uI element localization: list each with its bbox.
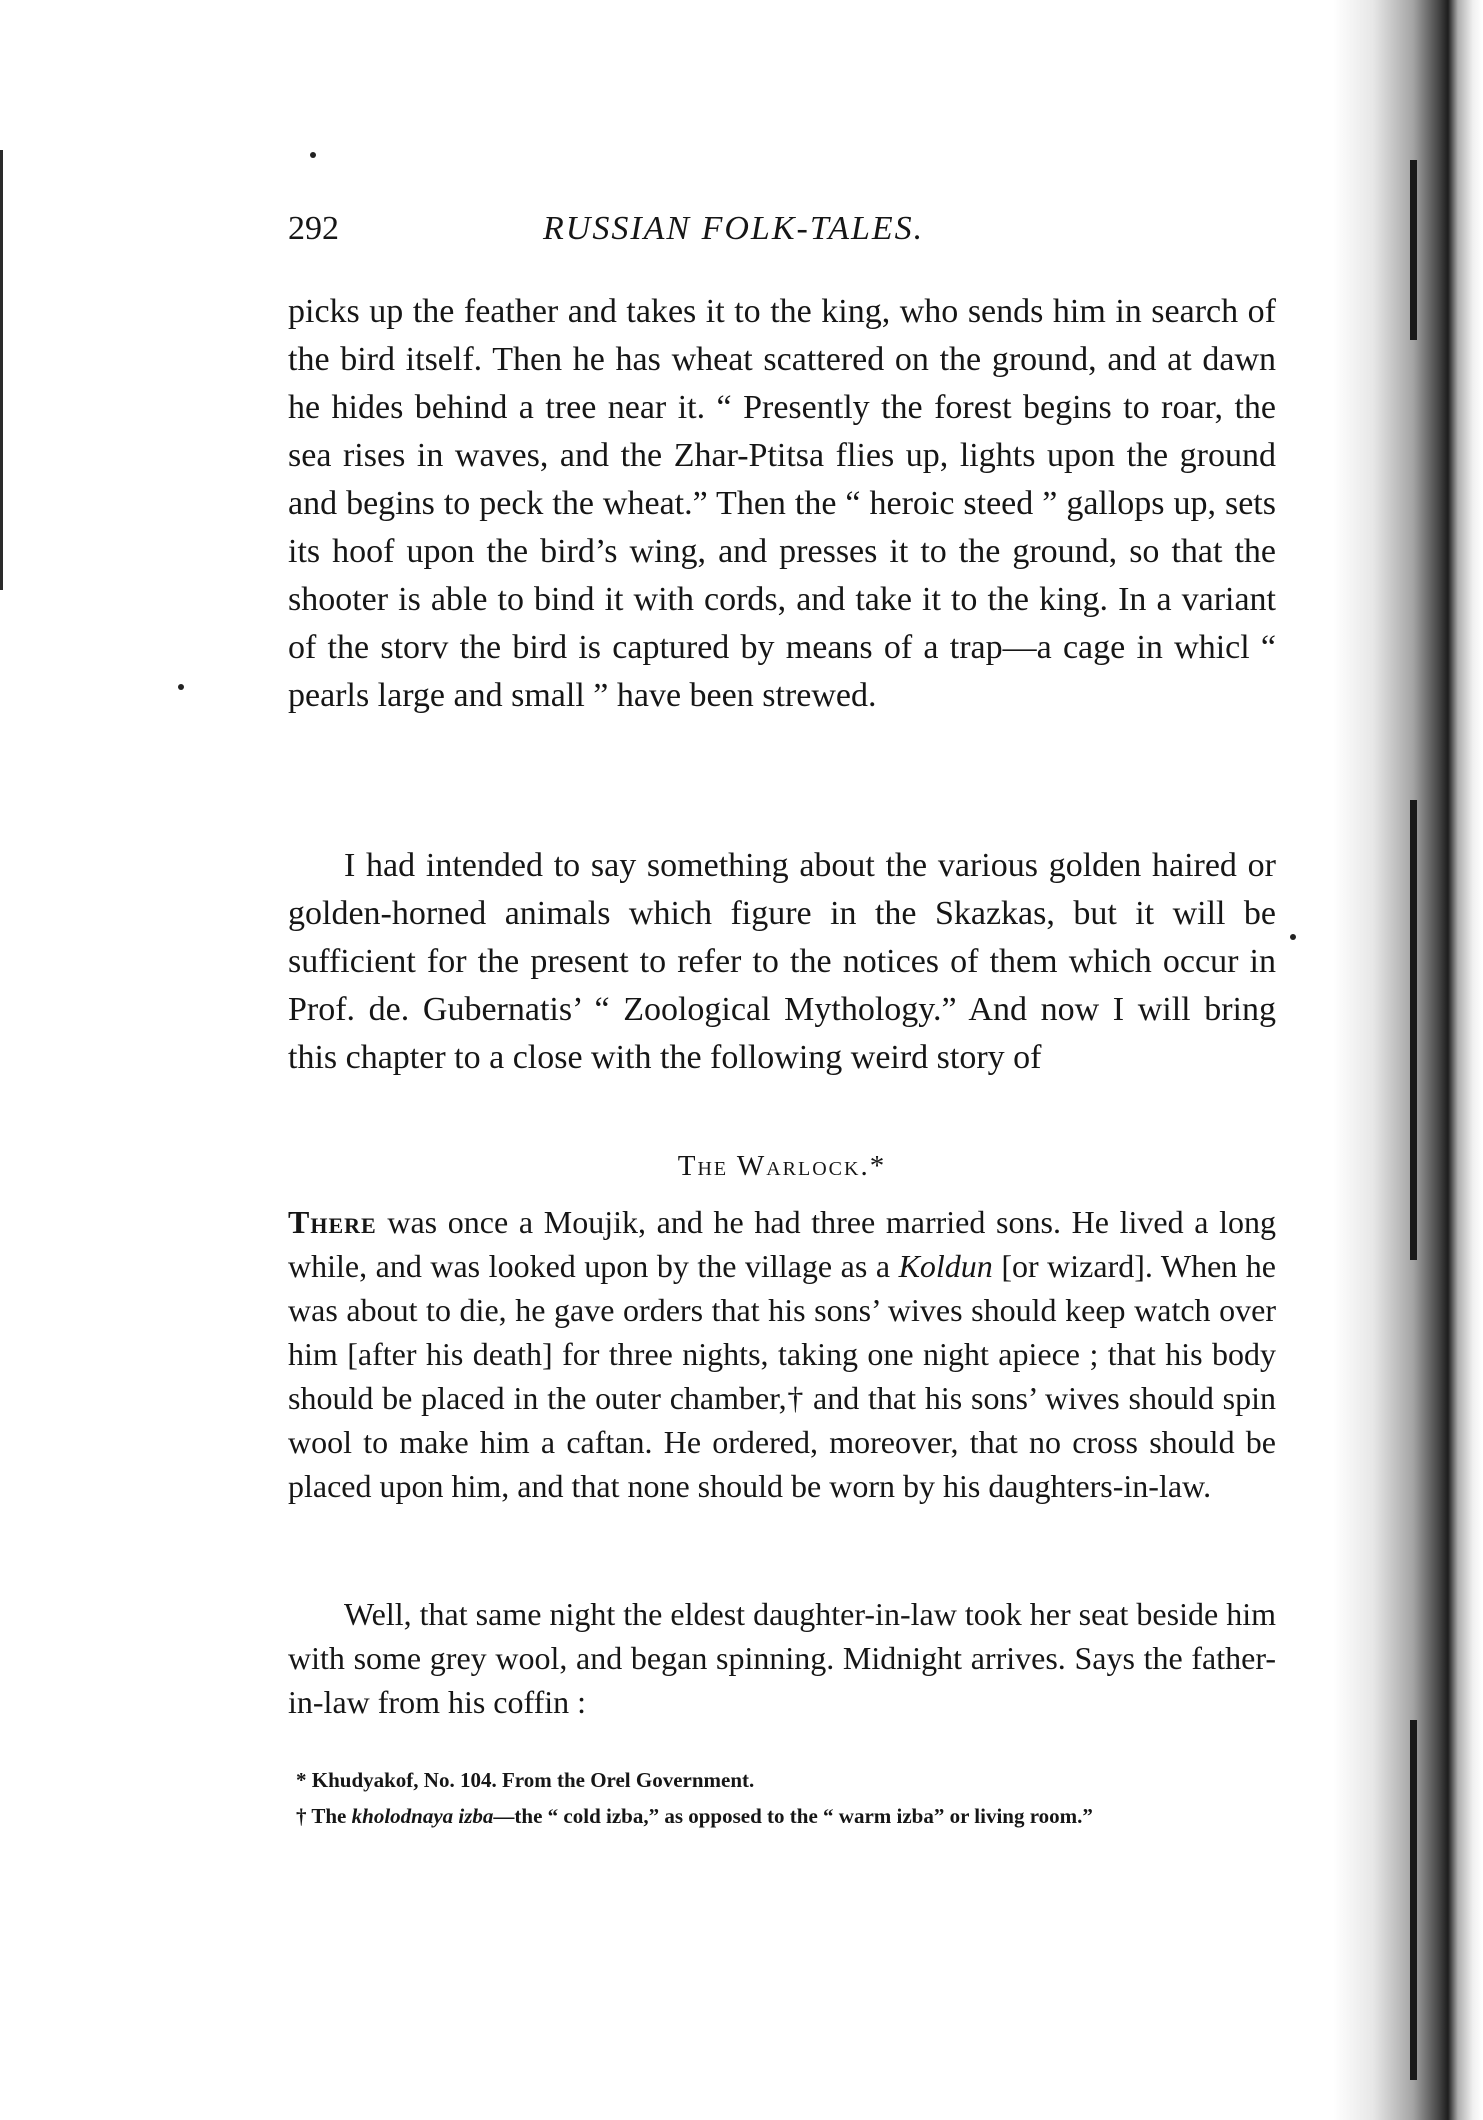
body-paragraph-2 xyxy=(288,842,1276,1082)
scan-gutter-line xyxy=(1410,1720,1417,2080)
footnotes xyxy=(288,1764,1276,1836)
text-run: —the “ cold izba,” as opposed to the “ warm izba” or living room.” xyxy=(493,1804,1093,1828)
drop-word: There xyxy=(288,1204,377,1240)
scan-edge-left xyxy=(0,150,3,590)
paragraph-text xyxy=(288,1200,1276,1508)
story-title: The Warlock.* xyxy=(677,1150,887,1182)
italic-term: kholodnaya izba xyxy=(351,1804,494,1828)
footnote-1: * Khudyakof, No. 104. From the Orel Government. xyxy=(296,1768,755,1792)
paragraph-text: picks up the feather and takes it to the king, who sends him in search of the bird itself. Then he has wheat scattered on the ground, and at dawn he hides behind a tree near it. “ Presently the forest begins to roar, the sea rises in waves, and the Zhar-Ptitsa flies up, lights upon the ground and begins to peck the wheat.” Then the “ heroic steed ” gallops up, sets its hoof upon the bird’s wing, and presses it to the ground, so that the shooter is able to bind it with cords, and take it to the king. In a variant of the storv the bird is captured by means of a trap—a cage in whicl “ pearls large and small ” have been strewed. xyxy=(288,293,1276,714)
scan-gutter-line xyxy=(1410,160,1417,340)
paragraph-text: I had intended to say something about the various golden haired or golden-horned animals which figure in the Skazkas, but it will be sufficient for the present to refer to the notices of them which occur in Prof. de. Gubernatis’ “ Zoological Mythology.” And now I will bring this chapter to a close with the following weird story of xyxy=(288,847,1276,1076)
paragraph-text: Well, that same night the eldest daughter-in-law took her seat beside him with some grey wool, and began spinning. Midnight arrives. Says the father-in-law from his coffin : xyxy=(288,1596,1276,1720)
text-run: was once a Moujik, and he had three married sons. He lived a long while, and was looked upon by the village as a xyxy=(288,1204,1276,1284)
footnote-2 xyxy=(288,1800,1276,1832)
text-run: [or wizard]. When he was about to die, he gave orders that his sons’ wives should keep watch over him [after his death] for three nights, taking one night apiece ; that his body should be placed in the outer chamber,† and that his sons’ wives should spin wool to make him a caftan. He ordered, moreover, that no cross should be placed upon him, and that none should be worn by his daughters-in-law. xyxy=(288,1248,1277,1504)
scan-speck xyxy=(1290,934,1296,940)
scan-gutter-line xyxy=(1410,800,1417,1260)
scan-speck xyxy=(178,684,184,690)
italic-term: Koldun xyxy=(898,1248,993,1284)
body-paragraph-1 xyxy=(288,288,1276,720)
page-header xyxy=(288,210,1276,260)
scan-speck xyxy=(310,152,316,158)
text-run: † The xyxy=(296,1804,352,1828)
scan-gutter-shadow xyxy=(1333,0,1483,2120)
running-head: RUSSIAN FOLK-TALES. xyxy=(543,210,925,247)
story-paragraph-1 xyxy=(288,1200,1276,1508)
story-paragraph-2 xyxy=(288,1592,1276,1724)
page-number: 292 xyxy=(288,210,339,247)
